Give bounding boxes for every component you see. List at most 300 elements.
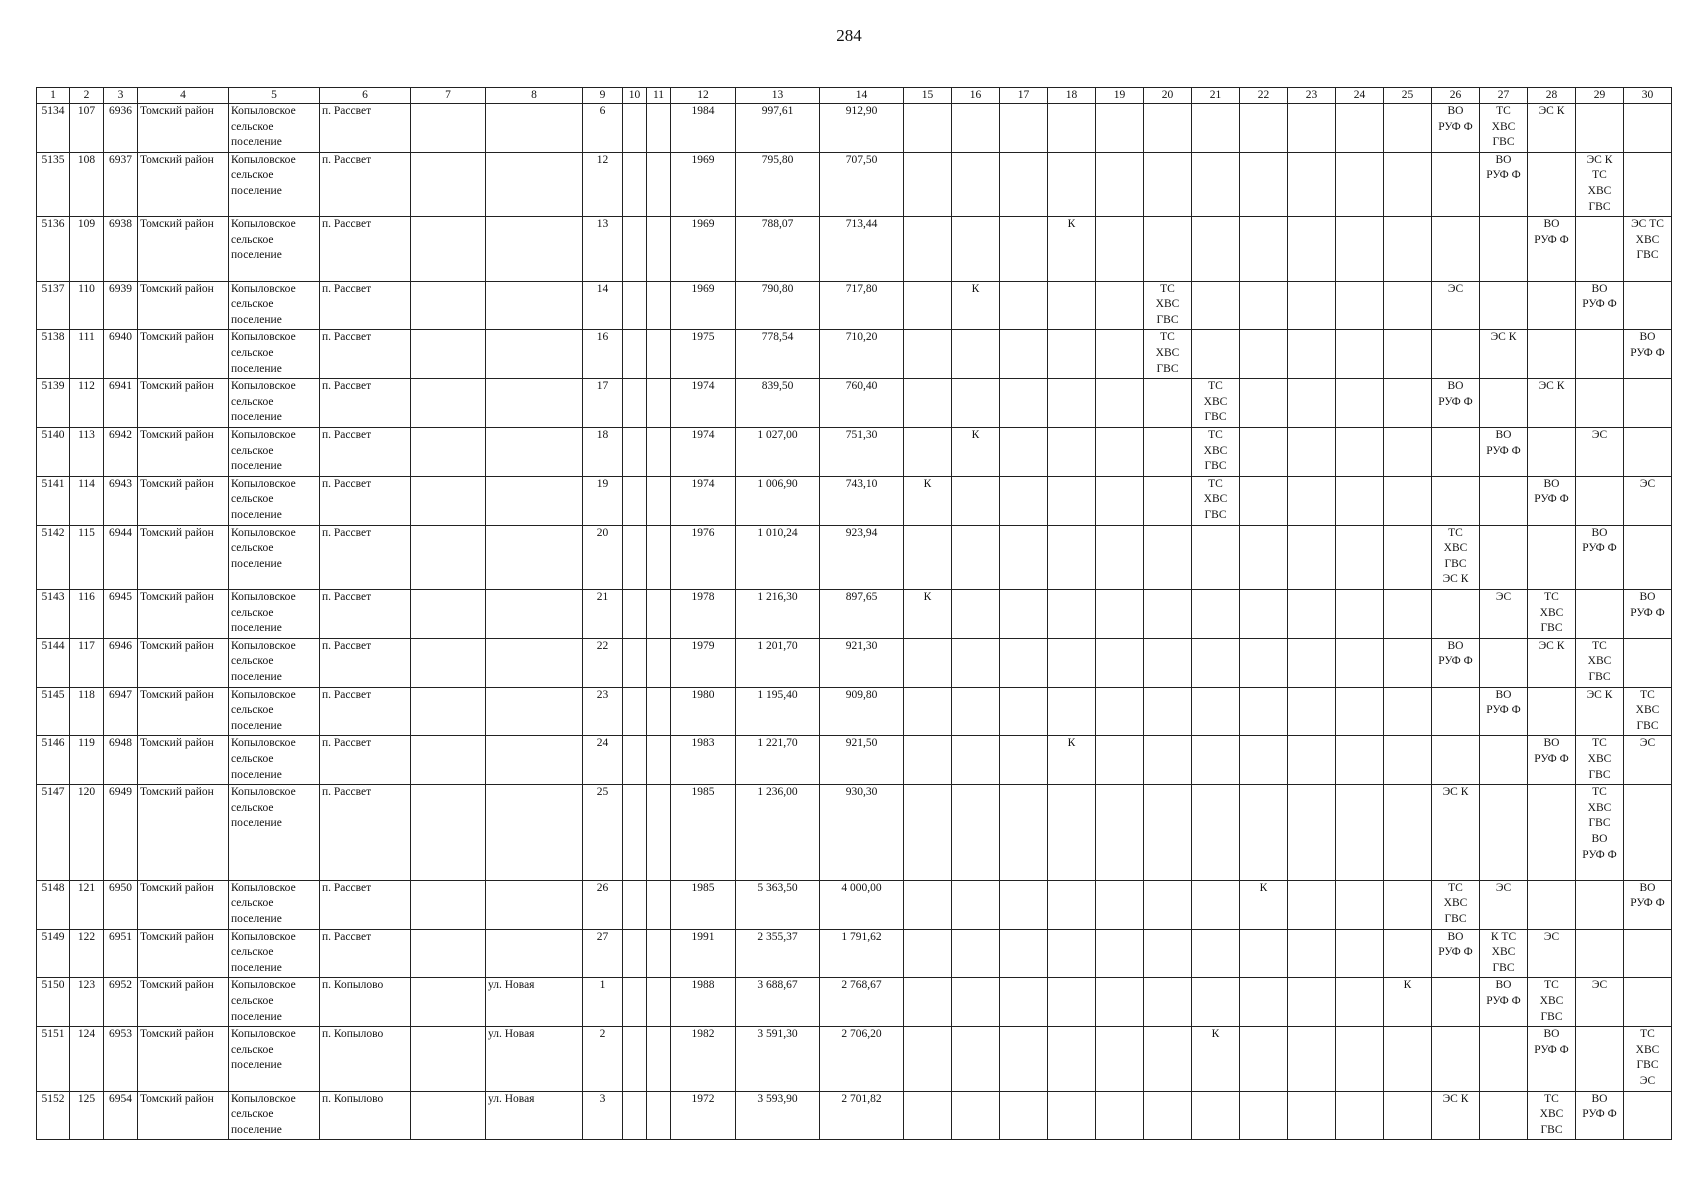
cell-col-19 xyxy=(1096,281,1144,330)
cell-col-13: 997,61 xyxy=(736,104,820,153)
cell-col-7 xyxy=(411,978,486,1027)
cell-col-17 xyxy=(1000,1027,1048,1091)
cell-col-3: 6938 xyxy=(104,217,138,281)
cell-col-15 xyxy=(904,104,952,153)
cell-col-18 xyxy=(1048,427,1096,476)
cell-col-6: п. Рассвет xyxy=(320,379,411,428)
cell-col-20 xyxy=(1144,785,1192,881)
cell-col-2: 109 xyxy=(70,217,104,281)
cell-col-14: 4 000,00 xyxy=(820,880,904,929)
column-header-18: 18 xyxy=(1048,88,1096,104)
cell-col-29: ВО РУФ Ф xyxy=(1576,1091,1624,1140)
cell-col-23 xyxy=(1288,152,1336,216)
cell-col-18 xyxy=(1048,104,1096,153)
cell-col-29 xyxy=(1576,880,1624,929)
cell-col-29 xyxy=(1576,476,1624,525)
cell-col-6: п. Рассвет xyxy=(320,152,411,216)
cell-col-18 xyxy=(1048,978,1096,1027)
cell-col-26: ЭС xyxy=(1432,281,1480,330)
cell-col-24 xyxy=(1336,589,1384,638)
cell-col-9: 16 xyxy=(583,330,623,379)
cell-col-22 xyxy=(1240,330,1288,379)
cell-col-4: Томский район xyxy=(138,217,229,281)
cell-col-27 xyxy=(1480,736,1528,785)
cell-col-4: Томский район xyxy=(138,525,229,589)
cell-col-7 xyxy=(411,785,486,881)
cell-col-27 xyxy=(1480,281,1528,330)
cell-col-3: 6937 xyxy=(104,152,138,216)
cell-col-3: 6951 xyxy=(104,929,138,978)
cell-col-5: Копыловское сельское поселение xyxy=(229,1027,320,1091)
column-header-4: 4 xyxy=(138,88,229,104)
cell-col-18: К xyxy=(1048,217,1096,281)
cell-col-14: 760,40 xyxy=(820,379,904,428)
cell-col-2: 111 xyxy=(70,330,104,379)
cell-col-2: 108 xyxy=(70,152,104,216)
cell-col-16 xyxy=(952,1027,1000,1091)
cell-col-2: 124 xyxy=(70,1027,104,1091)
table-row xyxy=(37,427,1672,476)
cell-col-15 xyxy=(904,281,952,330)
cell-col-14: 707,50 xyxy=(820,152,904,216)
cell-col-23 xyxy=(1288,589,1336,638)
cell-col-8: ул. Новая xyxy=(486,978,583,1027)
cell-col-25 xyxy=(1384,687,1432,736)
cell-col-19 xyxy=(1096,880,1144,929)
cell-col-14: 2 768,67 xyxy=(820,978,904,1027)
cell-col-5: Копыловское сельское поселение xyxy=(229,929,320,978)
cell-col-10 xyxy=(623,330,647,379)
cell-col-6: п. Рассвет xyxy=(320,281,411,330)
cell-col-10 xyxy=(623,736,647,785)
cell-col-12: 1978 xyxy=(671,589,736,638)
cell-col-3: 6946 xyxy=(104,638,138,687)
cell-col-6: п. Копылово xyxy=(320,1091,411,1140)
cell-col-2: 125 xyxy=(70,1091,104,1140)
column-header-20: 20 xyxy=(1144,88,1192,104)
cell-col-11 xyxy=(647,929,671,978)
cell-col-24 xyxy=(1336,104,1384,153)
cell-col-17 xyxy=(1000,217,1048,281)
cell-col-18: К xyxy=(1048,736,1096,785)
cell-col-17 xyxy=(1000,104,1048,153)
cell-col-4: Томский район xyxy=(138,589,229,638)
cell-col-2: 118 xyxy=(70,687,104,736)
cell-col-26 xyxy=(1432,427,1480,476)
cell-col-23 xyxy=(1288,880,1336,929)
cell-col-16 xyxy=(952,978,1000,1027)
cell-col-29 xyxy=(1576,217,1624,281)
cell-col-14: 1 791,62 xyxy=(820,929,904,978)
column-header-30: 30 xyxy=(1624,88,1672,104)
cell-col-10 xyxy=(623,1091,647,1140)
cell-col-26: ТС ХВС ГВС xyxy=(1432,880,1480,929)
cell-col-24 xyxy=(1336,427,1384,476)
cell-col-25 xyxy=(1384,929,1432,978)
cell-col-8 xyxy=(486,330,583,379)
cell-col-25 xyxy=(1384,379,1432,428)
cell-col-5: Копыловское сельское поселение xyxy=(229,476,320,525)
cell-col-10 xyxy=(623,687,647,736)
table-row xyxy=(37,1091,1672,1140)
cell-col-4: Томский район xyxy=(138,1091,229,1140)
cell-col-18 xyxy=(1048,1027,1096,1091)
cell-col-9: 17 xyxy=(583,379,623,428)
cell-col-15 xyxy=(904,929,952,978)
cell-col-8 xyxy=(486,152,583,216)
cell-col-26: ВО РУФ Ф xyxy=(1432,638,1480,687)
cell-col-3: 6940 xyxy=(104,330,138,379)
cell-col-15 xyxy=(904,525,952,589)
cell-col-28: ЭС xyxy=(1528,929,1576,978)
cell-col-17 xyxy=(1000,1091,1048,1140)
cell-col-18 xyxy=(1048,880,1096,929)
cell-col-7 xyxy=(411,687,486,736)
cell-col-14: 912,90 xyxy=(820,104,904,153)
cell-col-25 xyxy=(1384,427,1432,476)
cell-col-10 xyxy=(623,281,647,330)
cell-col-10 xyxy=(623,1027,647,1091)
cell-col-11 xyxy=(647,217,671,281)
cell-col-5: Копыловское сельское поселение xyxy=(229,638,320,687)
cell-col-20 xyxy=(1144,736,1192,785)
cell-col-5: Копыловское сельское поселение xyxy=(229,589,320,638)
table-body xyxy=(37,104,1672,1140)
cell-col-21 xyxy=(1192,929,1240,978)
cell-col-6: п. Рассвет xyxy=(320,736,411,785)
cell-col-25 xyxy=(1384,281,1432,330)
cell-col-25 xyxy=(1384,476,1432,525)
cell-col-13: 1 027,00 xyxy=(736,427,820,476)
cell-col-2: 114 xyxy=(70,476,104,525)
cell-col-24 xyxy=(1336,217,1384,281)
cell-col-1: 5140 xyxy=(37,427,70,476)
cell-col-6: п. Рассвет xyxy=(320,476,411,525)
cell-col-3: 6943 xyxy=(104,476,138,525)
cell-col-27 xyxy=(1480,476,1528,525)
cell-col-1: 5138 xyxy=(37,330,70,379)
cell-col-16 xyxy=(952,589,1000,638)
cell-col-12: 1980 xyxy=(671,687,736,736)
cell-col-21 xyxy=(1192,736,1240,785)
column-header-22: 22 xyxy=(1240,88,1288,104)
cell-col-20 xyxy=(1144,427,1192,476)
column-number-row xyxy=(37,88,1672,104)
cell-col-21 xyxy=(1192,330,1240,379)
cell-col-9: 23 xyxy=(583,687,623,736)
cell-col-25 xyxy=(1384,1027,1432,1091)
cell-col-10 xyxy=(623,427,647,476)
cell-col-5: Копыловское сельское поселение xyxy=(229,785,320,881)
cell-col-9: 13 xyxy=(583,217,623,281)
cell-col-15: К xyxy=(904,476,952,525)
cell-col-25: К xyxy=(1384,978,1432,1027)
cell-col-29: ТС ХВС ГВС ВО РУФ Ф xyxy=(1576,785,1624,881)
cell-col-16 xyxy=(952,687,1000,736)
cell-col-5: Копыловское сельское поселение xyxy=(229,217,320,281)
cell-col-26 xyxy=(1432,217,1480,281)
cell-col-15 xyxy=(904,638,952,687)
cell-col-6: п. Рассвет xyxy=(320,104,411,153)
cell-col-18 xyxy=(1048,152,1096,216)
cell-col-22 xyxy=(1240,152,1288,216)
cell-col-16 xyxy=(952,152,1000,216)
cell-col-28: ТС ХВС ГВС xyxy=(1528,1091,1576,1140)
cell-col-26 xyxy=(1432,330,1480,379)
cell-col-13: 790,80 xyxy=(736,281,820,330)
cell-col-25 xyxy=(1384,589,1432,638)
cell-col-29 xyxy=(1576,589,1624,638)
cell-col-6: п. Рассвет xyxy=(320,589,411,638)
cell-col-16 xyxy=(952,476,1000,525)
cell-col-12: 1975 xyxy=(671,330,736,379)
cell-col-28: ТС ХВС ГВС xyxy=(1528,589,1576,638)
cell-col-30 xyxy=(1624,638,1672,687)
cell-col-17 xyxy=(1000,589,1048,638)
cell-col-24 xyxy=(1336,330,1384,379)
cell-col-9: 12 xyxy=(583,152,623,216)
cell-col-28: ВО РУФ Ф xyxy=(1528,1027,1576,1091)
cell-col-19 xyxy=(1096,476,1144,525)
cell-col-10 xyxy=(623,589,647,638)
cell-col-30 xyxy=(1624,152,1672,216)
cell-col-6: п. Рассвет xyxy=(320,330,411,379)
cell-col-15 xyxy=(904,427,952,476)
cell-col-3: 6941 xyxy=(104,379,138,428)
cell-col-11 xyxy=(647,379,671,428)
cell-col-1: 5151 xyxy=(37,1027,70,1091)
cell-col-9: 1 xyxy=(583,978,623,1027)
cell-col-24 xyxy=(1336,978,1384,1027)
column-header-27: 27 xyxy=(1480,88,1528,104)
cell-col-2: 112 xyxy=(70,379,104,428)
cell-col-6: п. Рассвет xyxy=(320,427,411,476)
cell-col-10 xyxy=(623,152,647,216)
cell-col-1: 5147 xyxy=(37,785,70,881)
cell-col-8: ул. Новая xyxy=(486,1027,583,1091)
table-row xyxy=(37,104,1672,153)
cell-col-12: 1969 xyxy=(671,217,736,281)
cell-col-15 xyxy=(904,152,952,216)
cell-col-5: Копыловское сельское поселение xyxy=(229,427,320,476)
cell-col-11 xyxy=(647,1027,671,1091)
cell-col-19 xyxy=(1096,1091,1144,1140)
cell-col-11 xyxy=(647,281,671,330)
cell-col-6: п. Рассвет xyxy=(320,638,411,687)
cell-col-7 xyxy=(411,427,486,476)
cell-col-8 xyxy=(486,476,583,525)
cell-col-7 xyxy=(411,589,486,638)
cell-col-10 xyxy=(623,978,647,1027)
cell-col-25 xyxy=(1384,525,1432,589)
cell-col-23 xyxy=(1288,476,1336,525)
cell-col-27 xyxy=(1480,785,1528,881)
cell-col-26 xyxy=(1432,589,1480,638)
cell-col-23 xyxy=(1288,736,1336,785)
cell-col-13: 3 688,67 xyxy=(736,978,820,1027)
cell-col-22 xyxy=(1240,476,1288,525)
cell-col-30 xyxy=(1624,427,1672,476)
cell-col-20 xyxy=(1144,929,1192,978)
cell-col-16 xyxy=(952,880,1000,929)
cell-col-19 xyxy=(1096,217,1144,281)
cell-col-15 xyxy=(904,785,952,881)
cell-col-16 xyxy=(952,379,1000,428)
cell-col-11 xyxy=(647,978,671,1027)
cell-col-29 xyxy=(1576,379,1624,428)
cell-col-5: Копыловское сельское поселение xyxy=(229,1091,320,1140)
cell-col-13: 795,80 xyxy=(736,152,820,216)
cell-col-20: ТС ХВС ГВС xyxy=(1144,281,1192,330)
cell-col-11 xyxy=(647,525,671,589)
cell-col-3: 6944 xyxy=(104,525,138,589)
cell-col-20 xyxy=(1144,638,1192,687)
cell-col-21 xyxy=(1192,978,1240,1027)
cell-col-17 xyxy=(1000,427,1048,476)
cell-col-26: ВО РУФ Ф xyxy=(1432,379,1480,428)
cell-col-16 xyxy=(952,1091,1000,1140)
cell-col-4: Томский район xyxy=(138,281,229,330)
cell-col-17 xyxy=(1000,476,1048,525)
column-header-5: 5 xyxy=(229,88,320,104)
cell-col-24 xyxy=(1336,152,1384,216)
cell-col-9: 26 xyxy=(583,880,623,929)
cell-col-22 xyxy=(1240,638,1288,687)
cell-col-19 xyxy=(1096,978,1144,1027)
table-row xyxy=(37,152,1672,216)
cell-col-11 xyxy=(647,330,671,379)
cell-col-22 xyxy=(1240,427,1288,476)
cell-col-12: 1991 xyxy=(671,929,736,978)
cell-col-30 xyxy=(1624,978,1672,1027)
cell-col-1: 5137 xyxy=(37,281,70,330)
cell-col-14: 921,50 xyxy=(820,736,904,785)
cell-col-21 xyxy=(1192,687,1240,736)
cell-col-21 xyxy=(1192,281,1240,330)
cell-col-10 xyxy=(623,476,647,525)
cell-col-5: Копыловское сельское поселение xyxy=(229,104,320,153)
cell-col-2: 119 xyxy=(70,736,104,785)
cell-col-29: ЭС xyxy=(1576,427,1624,476)
cell-col-7 xyxy=(411,217,486,281)
column-header-29: 29 xyxy=(1576,88,1624,104)
cell-col-20 xyxy=(1144,525,1192,589)
cell-col-24 xyxy=(1336,476,1384,525)
cell-col-28 xyxy=(1528,687,1576,736)
cell-col-6: п. Копылово xyxy=(320,1027,411,1091)
cell-col-23 xyxy=(1288,217,1336,281)
cell-col-22 xyxy=(1240,1091,1288,1140)
cell-col-27 xyxy=(1480,1091,1528,1140)
cell-col-23 xyxy=(1288,330,1336,379)
cell-col-8 xyxy=(486,880,583,929)
cell-col-11 xyxy=(647,104,671,153)
cell-col-6: п. Рассвет xyxy=(320,880,411,929)
cell-col-27 xyxy=(1480,1027,1528,1091)
column-header-28: 28 xyxy=(1528,88,1576,104)
cell-col-2: 113 xyxy=(70,427,104,476)
cell-col-26 xyxy=(1432,152,1480,216)
cell-col-5: Копыловское сельское поселение xyxy=(229,687,320,736)
cell-col-1: 5150 xyxy=(37,978,70,1027)
cell-col-6: п. Рассвет xyxy=(320,217,411,281)
cell-col-8 xyxy=(486,589,583,638)
cell-col-22 xyxy=(1240,687,1288,736)
cell-col-27 xyxy=(1480,217,1528,281)
cell-col-18 xyxy=(1048,589,1096,638)
cell-col-30: ЭС ТС ХВС ГВС xyxy=(1624,217,1672,281)
cell-col-18 xyxy=(1048,476,1096,525)
cell-col-27: ВО РУФ Ф xyxy=(1480,152,1528,216)
cell-col-14: 710,20 xyxy=(820,330,904,379)
cell-col-28 xyxy=(1528,330,1576,379)
cell-col-23 xyxy=(1288,978,1336,1027)
cell-col-12: 1985 xyxy=(671,880,736,929)
cell-col-3: 6947 xyxy=(104,687,138,736)
cell-col-14: 713,44 xyxy=(820,217,904,281)
cell-col-12: 1974 xyxy=(671,427,736,476)
cell-col-12: 1982 xyxy=(671,1027,736,1091)
column-header-10: 10 xyxy=(623,88,647,104)
cell-col-7 xyxy=(411,330,486,379)
cell-col-23 xyxy=(1288,427,1336,476)
cell-col-8 xyxy=(486,638,583,687)
cell-col-14: 2 701,82 xyxy=(820,1091,904,1140)
cell-col-3: 6953 xyxy=(104,1027,138,1091)
column-header-16: 16 xyxy=(952,88,1000,104)
cell-col-17 xyxy=(1000,785,1048,881)
cell-col-27: ВО РУФ Ф xyxy=(1480,978,1528,1027)
cell-col-14: 751,30 xyxy=(820,427,904,476)
cell-col-4: Томский район xyxy=(138,476,229,525)
cell-col-11 xyxy=(647,785,671,881)
cell-col-6: п. Рассвет xyxy=(320,525,411,589)
cell-col-17 xyxy=(1000,330,1048,379)
cell-col-19 xyxy=(1096,785,1144,881)
cell-col-7 xyxy=(411,929,486,978)
cell-col-9: 25 xyxy=(583,785,623,881)
cell-col-11 xyxy=(647,1091,671,1140)
cell-col-19 xyxy=(1096,687,1144,736)
cell-col-13: 2 355,37 xyxy=(736,929,820,978)
cell-col-25 xyxy=(1384,217,1432,281)
cell-col-30: ТС ХВС ГВС xyxy=(1624,687,1672,736)
cell-col-15 xyxy=(904,1027,952,1091)
cell-col-12: 1985 xyxy=(671,785,736,881)
cell-col-20 xyxy=(1144,104,1192,153)
cell-col-17 xyxy=(1000,978,1048,1027)
cell-col-29: ТС ХВС ГВС xyxy=(1576,736,1624,785)
cell-col-3: 6949 xyxy=(104,785,138,881)
cell-col-22 xyxy=(1240,785,1288,881)
cell-col-21: ТС ХВС ГВС xyxy=(1192,427,1240,476)
cell-col-29: ЭС К ТС ХВС ГВС xyxy=(1576,152,1624,216)
cell-col-24 xyxy=(1336,281,1384,330)
cell-col-10 xyxy=(623,929,647,978)
cell-col-18 xyxy=(1048,687,1096,736)
table-row xyxy=(37,476,1672,525)
cell-col-5: Копыловское сельское поселение xyxy=(229,525,320,589)
cell-col-19 xyxy=(1096,525,1144,589)
cell-col-5: Копыловское сельское поселение xyxy=(229,330,320,379)
cell-col-13: 1 195,40 xyxy=(736,687,820,736)
cell-col-23 xyxy=(1288,785,1336,881)
cell-col-1: 5144 xyxy=(37,638,70,687)
cell-col-26: ТС ХВС ГВС ЭС К xyxy=(1432,525,1480,589)
cell-col-14: 921,30 xyxy=(820,638,904,687)
cell-col-13: 3 593,90 xyxy=(736,1091,820,1140)
cell-col-20 xyxy=(1144,1091,1192,1140)
